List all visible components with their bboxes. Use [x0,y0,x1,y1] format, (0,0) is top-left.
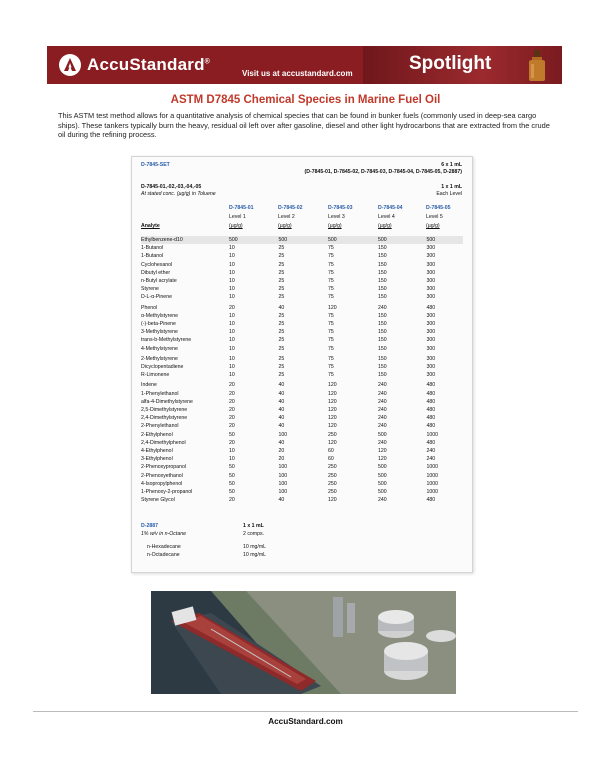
d2887-item-conc: 10 mg/mL [243,544,267,550]
level-value: 300 [426,278,436,285]
level-value: 10 [229,372,235,379]
table-row [141,345,463,353]
level-value: 300 [426,329,436,336]
level-value: 500 [378,480,387,487]
level-value: 75 [328,253,334,260]
level-value: 480 [426,304,436,311]
level-value: 300 [426,269,436,276]
analyte-name: Cyclohexanol [141,261,173,268]
analyte-name: Dibutyl ether [141,269,171,276]
level-value: 150 [378,294,387,301]
table-row [141,390,463,398]
table-row [141,353,463,363]
col-unit: (µg/g) [278,223,292,229]
level-value: 50 [229,464,235,471]
visit-link[interactable]: Visit us at accustandard.com [242,69,353,78]
level-value: 75 [328,269,334,276]
table-row [141,328,463,336]
accustandard-logo-icon [59,54,81,76]
level-value: 50 [229,431,235,438]
level-value: 75 [328,372,334,379]
level-value: 150 [378,312,387,319]
level-value: 250 [328,431,337,438]
level-value: 40 [278,423,285,430]
analyte-name: 4-Ethylphenol [141,448,173,455]
analyte-name: Styrene Glycol [141,497,175,504]
analyte-name: 1-Phenoxy-2-propanol [141,489,193,496]
level-value: 10 [229,294,235,301]
footer-divider [33,711,578,712]
level-value: 150 [378,329,387,336]
analyte-name: 2,4-Dimethylstyrene [141,415,188,422]
table-row [141,236,463,244]
level-value: 75 [328,278,334,285]
level-value: 120 [328,497,337,504]
d2887-desc: 1% w/v in n-Octane [141,531,186,537]
level-value: 150 [378,372,387,379]
table-row [141,455,463,463]
level-value: 100 [278,431,288,438]
level-value: 150 [378,261,387,268]
level-value: 240 [378,415,387,422]
level-value: 300 [426,337,436,344]
level-value: 100 [278,472,288,479]
level-value: 100 [278,489,288,496]
level-value: 120 [328,398,337,405]
level-value: 480 [426,390,436,397]
level-value: 10 [229,261,235,268]
col-unit: (µg/g) [378,223,392,229]
level-value: 75 [328,261,334,268]
table-row [141,480,463,488]
table-row [141,363,463,371]
level-value: 480 [426,415,436,422]
level-value: 75 [328,355,334,362]
sub-ids: D-7845-01,-02,-03,-04,-05 [141,184,202,190]
level-value: 40 [278,398,285,405]
level-value: 500 [378,472,387,479]
table-row [141,414,463,422]
col-level: Level 1 [229,214,246,220]
level-value: 300 [426,355,436,362]
level-value: 10 [229,286,235,293]
level-value: 480 [426,382,436,389]
level-value: 150 [378,355,387,362]
level-value: 60 [328,456,334,463]
analyte-name: 3-Methylstyrene [141,329,178,336]
analyte-name: R-Limonene [141,372,170,379]
col-id: D-7845-01 [229,205,254,211]
analyte-name: (-)-beta-Pinene [141,321,176,328]
level-value: 75 [328,294,334,301]
d2887-item-name: n-Hexadecane [147,544,181,550]
level-value: 1000 [426,431,439,438]
table-row [141,431,463,439]
level-value: 500 [378,489,387,496]
level-value: 240 [378,497,387,504]
level-value: 500 [279,236,329,244]
level-value: 240 [426,448,436,455]
col-unit: (µg/g) [328,223,342,229]
level-value: 300 [426,286,436,293]
level-value: 20 [229,390,235,397]
level-value: 150 [378,253,387,260]
table-row [141,422,463,430]
level-value: 240 [378,398,387,405]
level-value: 300 [426,253,436,260]
table-row [141,244,463,252]
level-value: 60 [328,448,334,455]
analyte-name: D-L-α-Pinene [141,294,172,301]
level-value: 20 [229,415,235,422]
level-value: 25 [278,294,285,301]
level-value: 40 [278,407,285,414]
level-value: 300 [426,345,436,352]
level-value: 500 [378,236,427,244]
level-value: 10 [229,448,235,455]
d2887-id: D-2887 [141,523,159,529]
level-value: 300 [426,372,436,379]
level-value: 40 [278,390,285,397]
level-value: 10 [229,253,235,260]
level-value: 10 [229,321,235,328]
level-value: 25 [278,372,285,379]
analyte-name: 2-Ethylphenol [141,431,173,438]
level-value: 480 [426,423,436,430]
level-value: 500 [229,236,279,244]
level-value: 120 [328,382,337,389]
level-value: 75 [328,312,334,319]
level-value: 20 [229,407,235,414]
level-value: 75 [328,329,334,336]
level-value: 20 [229,304,235,311]
level-value: 500 [378,464,387,471]
table-row [141,488,463,496]
level-value: 150 [378,286,387,293]
level-value: 25 [278,245,285,252]
level-value: 10 [229,345,235,352]
level-value: 10 [229,329,235,336]
col-id: D-7845-03 [328,205,353,211]
level-value: 240 [378,407,387,414]
level-value: 50 [229,489,235,496]
level-value: 300 [426,294,436,301]
level-value: 50 [229,480,235,487]
level-value: 25 [278,312,285,319]
analyte-name: 4-Methylstyrene [141,345,178,352]
level-value: 20 [229,423,235,430]
level-value: 240 [426,456,436,463]
analyte-name: 2-Phenoxypropanol [141,464,186,471]
level-value: 300 [426,364,436,371]
level-value: 500 [427,236,463,244]
sub-desc: At stated conc. (µg/g) in Toluene [141,191,216,197]
level-value: 240 [378,304,387,311]
level-value: 75 [328,364,334,371]
level-value: 75 [328,345,334,352]
level-value: 25 [278,253,285,260]
level-value: 20 [278,456,285,463]
col-level: Level 3 [328,214,345,220]
table-row [141,320,463,328]
table-row [141,472,463,480]
level-value: 75 [328,337,334,344]
col-unit: (µg/g) [229,223,243,229]
level-value: 50 [229,472,235,479]
level-value: 1000 [426,464,439,471]
level-value: 300 [426,321,436,328]
amber-bottle-icon [526,50,548,81]
level-value: 100 [278,464,288,471]
analyte-name: n-Butyl acrylate [141,278,177,285]
d2887-qty: 1 x 1 mL [243,523,264,529]
table-row [141,336,463,344]
col-level: Level 2 [278,214,295,220]
level-value: 120 [378,448,387,455]
col-id: D-7845-04 [378,205,403,211]
level-value: 25 [278,364,285,371]
header-banner [47,46,562,84]
level-value: 120 [378,456,387,463]
d2887-item-conc: 10 mg/mL [243,552,267,558]
level-value: 240 [378,390,387,397]
product-card [131,156,473,573]
level-value: 1000 [426,472,439,479]
level-value: 150 [378,364,387,371]
level-value: 240 [378,382,387,389]
footer-link[interactable]: AccuStandard.com [268,717,343,726]
table-row [141,302,463,312]
analyte-name: Phenol [141,304,158,311]
analyte-table [141,236,463,505]
level-value: 100 [278,480,288,487]
level-value: 10 [229,355,235,362]
level-value: 1000 [426,480,439,487]
level-value: 240 [378,439,387,446]
level-value: 120 [328,415,337,422]
level-value: 480 [426,398,436,405]
analyte-name: Styrene [141,286,159,293]
level-value: 120 [328,423,337,430]
set-qty: 6 x 1 mL [441,162,462,168]
level-value: 10 [229,269,235,276]
level-value: 10 [229,456,235,463]
level-value: 150 [378,269,387,276]
level-value: 10 [229,278,235,285]
level-value: 1000 [426,489,439,496]
table-row [141,252,463,260]
analyte-name: Dicyclopentadiene [141,364,184,371]
level-value: 150 [378,245,387,252]
analyte-name: 1-Butanol [141,245,164,252]
level-value: 25 [278,355,285,362]
level-value: 500 [328,236,378,244]
set-components: (D-7845-01, D-7845-02, D-7845-03, D-7845-04, D-7845-05, D-2887) [304,169,462,175]
analyte-name: 2-Phenoxyethanol [141,472,183,479]
col-level: Level 4 [378,214,395,220]
level-value: 480 [426,407,436,414]
analyte-name: 1-Butanol [141,253,164,260]
analyte-header: Analyte [141,223,160,229]
level-value: 40 [278,439,285,446]
intro-paragraph: This ASTM test method allows for a quantitative analysis of chemical species that can be found in bunker fuels (commonly used in deep-sea cargo ships). These tankers typically burn the heavy, residual oil left over after gasoline, diesel and other light hydrocarbons that are extracted from the crude oil during the refining process. [58,111,550,140]
level-value: 250 [328,489,337,496]
level-value: 250 [328,464,337,471]
table-row [141,463,463,471]
level-value: 250 [328,472,337,479]
table-row [141,439,463,447]
analyte-name: alfa-4-Dimethylstyrene [141,398,193,405]
level-value: 20 [229,439,235,446]
level-value: 150 [378,345,387,352]
col-id: D-7845-02 [278,205,303,211]
level-value: 120 [328,304,337,311]
d2887-item-name: n-Octadecane [147,552,180,558]
table-row [141,496,463,504]
col-id: D-7845-05 [426,205,451,211]
level-value: 20 [229,497,235,504]
analyte-name: 2-Phenylethanol [141,423,179,430]
level-value: 25 [278,278,285,285]
table-row [141,261,463,269]
analyte-name: α-Methylstyrene [141,312,179,319]
analyte-name: 2-Methylstyrene [141,355,178,362]
col-level: Level 5 [426,214,443,220]
level-value: 40 [278,304,285,311]
level-value: 480 [426,439,436,446]
level-value: 25 [278,329,285,336]
spotlight-label: Spotlight [409,53,492,74]
analyte-name: 1-Phenylethanol [141,390,179,397]
level-value: 500 [378,431,387,438]
level-value: 150 [378,337,387,344]
level-value: 480 [426,497,436,504]
level-value: 25 [278,286,285,293]
d2887-comps: 2 comps. [243,531,265,537]
col-unit: (µg/g) [426,223,440,229]
table-row [141,269,463,277]
analyte-name: 4-Isopropylphenol [141,480,183,487]
level-value: 150 [378,278,387,285]
table-row [141,285,463,293]
table-row [141,398,463,406]
level-value: 40 [278,382,285,389]
analyte-name: Ethylbenzene-d10 [141,236,229,244]
level-value: 120 [328,390,337,397]
analyte-name: Indene [141,382,157,389]
level-value: 25 [278,345,285,352]
level-value: 75 [328,321,334,328]
level-value: 10 [229,364,235,371]
analyte-name: 2,5-Dimethylstyrene [141,407,188,414]
level-value: 300 [426,261,436,268]
level-value: 75 [328,286,334,293]
table-row [141,406,463,414]
spotlight-panel [363,46,562,84]
table-row [141,371,463,379]
level-value: 150 [378,321,387,328]
level-value: 10 [229,245,235,252]
level-value: 240 [378,423,387,430]
level-value: 25 [278,269,285,276]
table-row [141,293,463,301]
brand-name: AccuStandard® [87,55,211,74]
sub-qty: 1 x 1 mL [441,184,462,190]
level-value: 20 [229,382,235,389]
level-value: 120 [328,407,337,414]
level-value: 40 [278,497,285,504]
level-value: 300 [426,245,436,252]
table-row [141,312,463,320]
page-title: ASTM D7845 Chemical Species in Marine Fuel Oil [170,94,441,106]
analyte-name: 3-Ethylphenol [141,456,173,463]
level-value: 10 [229,312,235,319]
level-value: 40 [278,415,285,422]
level-value: 300 [426,312,436,319]
level-value: 10 [229,337,235,344]
analyte-name: 2,4-Dimethylphenol [141,439,186,446]
brand-panel [47,46,363,84]
level-value: 25 [278,321,285,328]
level-value: 20 [229,398,235,405]
level-value: 25 [278,261,285,268]
level-value: 25 [278,337,285,344]
level-value: 75 [328,245,334,252]
table-row [141,379,463,389]
analyte-name: trans-b-Methylstyrene [141,337,192,344]
set-name: D-7845-SET [141,162,170,168]
table-row [141,277,463,285]
level-value: 20 [278,448,285,455]
level-value: 250 [328,480,337,487]
level-value: 120 [328,439,337,446]
table-row [141,447,463,455]
tanker-photo [151,591,456,694]
sub-each: Each Level [436,191,462,197]
